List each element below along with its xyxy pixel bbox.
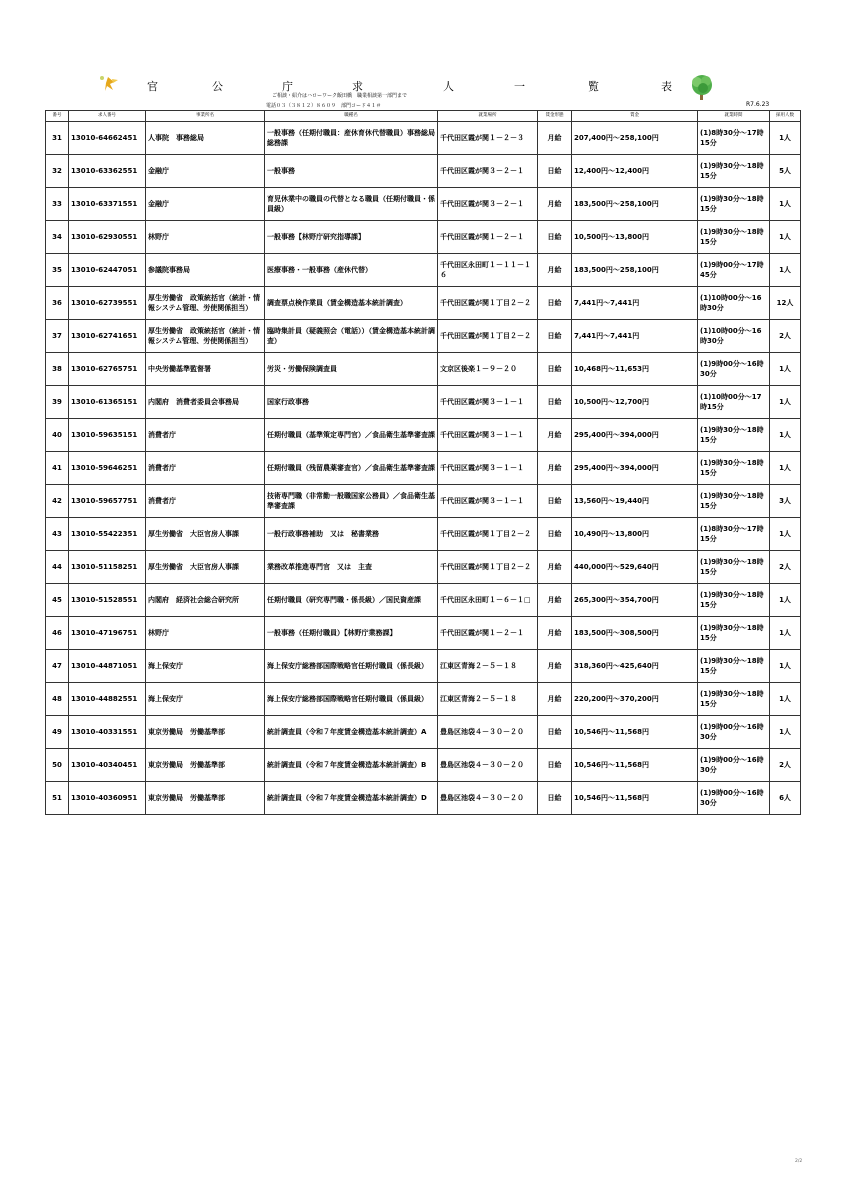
hire-count-cell: 5人: [770, 155, 801, 188]
title-char: 人: [443, 80, 454, 93]
job-id-cell: 13010-40360951: [69, 782, 146, 815]
table-body: [46, 122, 801, 815]
wage-type-cell: 月給: [538, 419, 572, 452]
work-location-cell: 千代田区霞が関１丁目２－２: [438, 518, 538, 551]
table-row: [46, 782, 801, 815]
job-id-cell: 13010-64662451: [69, 122, 146, 155]
tree-logo-icon: [687, 72, 717, 102]
work-location-cell: 千代田区霞が関３－２－１: [438, 155, 538, 188]
page-title: [0, 78, 848, 94]
work-location-cell: 千代田区霞が関３－２－１: [438, 188, 538, 221]
work-hours-cell: (1)9時30分～18時15分: [698, 452, 770, 485]
table-row: [46, 353, 801, 386]
work-hours-cell: (1)10時00分～17時15分: [698, 386, 770, 419]
work-hours-cell: (1)9時30分～18時15分: [698, 188, 770, 221]
office-name-cell: 参議院事務局: [146, 254, 265, 287]
work-hours-cell: (1)9時30分～18時15分: [698, 551, 770, 584]
wage-type-cell: 月給: [538, 551, 572, 584]
wage-cell: 295,400円～394,000円: [572, 452, 698, 485]
job-title-cell: 統計調査員（令和７年度賃金構造基本統計調査）A: [265, 716, 438, 749]
hire-count-cell: 2人: [770, 551, 801, 584]
table-row: [46, 188, 801, 221]
job-id-cell: 13010-62765751: [69, 353, 146, 386]
title-char: 一: [514, 80, 525, 93]
work-hours-cell: (1)9時00分～16時30分: [698, 716, 770, 749]
hire-count-cell: 3人: [770, 485, 801, 518]
job-id-cell: 13010-62739551: [69, 287, 146, 320]
job-id-cell: 13010-59657751: [69, 485, 146, 518]
row-number-cell: 32: [46, 155, 69, 188]
hire-count-cell: 12人: [770, 287, 801, 320]
title-char: 求: [352, 80, 363, 93]
column-header: 就業時間: [698, 111, 770, 122]
title-char: 表: [661, 80, 672, 93]
work-location-cell: 千代田区霞が関１丁目２－２: [438, 551, 538, 584]
column-header: 就業場所: [438, 111, 538, 122]
wage-cell: 10,500円～12,700円: [572, 386, 698, 419]
table-row: [46, 452, 801, 485]
work-location-cell: 千代田区霞が関３－１－１: [438, 485, 538, 518]
hire-count-cell: 1人: [770, 617, 801, 650]
wage-type-cell: 日給: [538, 155, 572, 188]
work-location-cell: 千代田区霞が関１丁目２－２: [438, 320, 538, 353]
job-title-cell: 医療事務・一般事務（産休代替）: [265, 254, 438, 287]
job-title-cell: 技術専門職（非常勤一般職国家公務員）／食品衛生基準審査課: [265, 485, 438, 518]
wage-type-cell: 日給: [538, 287, 572, 320]
table-row: [46, 386, 801, 419]
hire-count-cell: 1人: [770, 419, 801, 452]
work-location-cell: 文京区後楽１－９－２０: [438, 353, 538, 386]
work-hours-cell: (1)9時00分～16時30分: [698, 749, 770, 782]
wage-cell: 207,400円～258,100円: [572, 122, 698, 155]
column-header: 賃金形態: [538, 111, 572, 122]
column-header: 事業所名: [146, 111, 265, 122]
table-row: [46, 485, 801, 518]
wage-cell: 10,468円～11,653円: [572, 353, 698, 386]
job-title-cell: 一般行政事務補助 又は 秘書業務: [265, 518, 438, 551]
wage-cell: 10,490円～13,800円: [572, 518, 698, 551]
work-hours-cell: (1)9時30分～18時15分: [698, 221, 770, 254]
job-title-cell: 一般事務【林野庁研究指導課】: [265, 221, 438, 254]
wage-cell: 7,441円～7,441円: [572, 287, 698, 320]
job-id-cell: 13010-44871051: [69, 650, 146, 683]
row-number-cell: 38: [46, 353, 69, 386]
work-hours-cell: (1)9時00分～17時45分: [698, 254, 770, 287]
wage-cell: 440,000円～529,640円: [572, 551, 698, 584]
document-date: R7.6.23: [746, 101, 770, 108]
title-char: 公: [212, 80, 223, 93]
work-location-cell: 千代田区霞が関１－２－１: [438, 221, 538, 254]
title-char: 官: [147, 80, 158, 93]
work-location-cell: 千代田区霞が関１－２－１: [438, 617, 538, 650]
job-id-cell: 13010-55422351: [69, 518, 146, 551]
office-name-cell: 林野庁: [146, 221, 265, 254]
job-id-cell: 13010-62741651: [69, 320, 146, 353]
work-hours-cell: (1)9時00分～16時30分: [698, 782, 770, 815]
job-title-cell: 調査票点検作業員（賃金構造基本統計調査）: [265, 287, 438, 320]
work-hours-cell: (1)10時00分～16時30分: [698, 287, 770, 320]
phone-note: 電話０３（３８１２）８６０９ 部門コード４１＃: [266, 103, 382, 109]
work-location-cell: 千代田区霞が関１－２－３: [438, 122, 538, 155]
office-name-cell: 消費者庁: [146, 485, 265, 518]
work-hours-cell: (1)9時00分～16時30分: [698, 353, 770, 386]
wage-cell: 10,500円～13,800円: [572, 221, 698, 254]
row-number-cell: 45: [46, 584, 69, 617]
job-listing-table: [45, 110, 801, 815]
wage-type-cell: 月給: [538, 650, 572, 683]
job-title-cell: 労災・労働保険調査員: [265, 353, 438, 386]
wage-cell: 183,500円～258,100円: [572, 188, 698, 221]
row-number-cell: 40: [46, 419, 69, 452]
wage-cell: 318,360円～425,640円: [572, 650, 698, 683]
table-row: [46, 650, 801, 683]
work-hours-cell: (1)10時00分～16時30分: [698, 320, 770, 353]
row-number-cell: 44: [46, 551, 69, 584]
job-id-cell: 13010-62930551: [69, 221, 146, 254]
wage-type-cell: 日給: [538, 485, 572, 518]
wage-type-cell: 月給: [538, 122, 572, 155]
wage-type-cell: 月給: [538, 188, 572, 221]
job-id-cell: 13010-62447051: [69, 254, 146, 287]
hire-count-cell: 1人: [770, 650, 801, 683]
work-location-cell: 豊島区池袋４－３０－２０: [438, 749, 538, 782]
table-row: [46, 716, 801, 749]
office-name-cell: 厚生労働省 政策統括官（統計・情報システム管理、労使関係担当）: [146, 287, 265, 320]
work-hours-cell: (1)9時30分～18時15分: [698, 419, 770, 452]
title-char: 庁: [282, 80, 293, 93]
row-number-cell: 41: [46, 452, 69, 485]
job-title-cell: 海上保安庁総務部国際戦略官任期付職員（係員級）: [265, 683, 438, 716]
hire-count-cell: 1人: [770, 254, 801, 287]
work-location-cell: 千代田区霞が関３－１－１: [438, 452, 538, 485]
wage-type-cell: 月給: [538, 584, 572, 617]
job-id-cell: 13010-44882551: [69, 683, 146, 716]
table-row: [46, 518, 801, 551]
hire-count-cell: 1人: [770, 353, 801, 386]
office-name-cell: 東京労働局 労働基準部: [146, 749, 265, 782]
wage-cell: 265,300円～354,700円: [572, 584, 698, 617]
table-header-row: [46, 111, 801, 122]
table-row: [46, 221, 801, 254]
work-location-cell: 江東区青海２－５－１８: [438, 650, 538, 683]
row-number-cell: 48: [46, 683, 69, 716]
office-name-cell: 林野庁: [146, 617, 265, 650]
table-row: [46, 287, 801, 320]
office-name-cell: 海上保安庁: [146, 683, 265, 716]
hire-count-cell: 1人: [770, 452, 801, 485]
job-title-cell: 育児休業中の職員の代替となる職員（任期付職員・係員級）: [265, 188, 438, 221]
wage-type-cell: 月給: [538, 452, 572, 485]
job-id-cell: 13010-63362551: [69, 155, 146, 188]
row-number-cell: 33: [46, 188, 69, 221]
wage-cell: 12,400円～12,400円: [572, 155, 698, 188]
table-row: [46, 683, 801, 716]
office-name-cell: 内閣府 経済社会総合研究所: [146, 584, 265, 617]
office-name-cell: 東京労働局 労働基準部: [146, 782, 265, 815]
work-location-cell: 千代田区霞が関３－１－１: [438, 386, 538, 419]
hire-count-cell: 1人: [770, 683, 801, 716]
hire-count-cell: 1人: [770, 716, 801, 749]
column-header: 番号: [46, 111, 69, 122]
work-hours-cell: (1)8時30分～17時15分: [698, 518, 770, 551]
table-row: [46, 122, 801, 155]
job-id-cell: 13010-63371551: [69, 188, 146, 221]
wage-type-cell: 月給: [538, 617, 572, 650]
work-hours-cell: (1)9時30分～18時15分: [698, 683, 770, 716]
column-header: 職種名: [265, 111, 438, 122]
office-name-cell: 人事院 事務総局: [146, 122, 265, 155]
row-number-cell: 50: [46, 749, 69, 782]
office-name-cell: 東京労働局 労働基準部: [146, 716, 265, 749]
wage-cell: 295,400円～394,000円: [572, 419, 698, 452]
job-id-cell: 13010-51158251: [69, 551, 146, 584]
work-hours-cell: (1)9時30分～18時15分: [698, 650, 770, 683]
table-row: [46, 617, 801, 650]
work-location-cell: 千代田区霞が関３－１－１: [438, 419, 538, 452]
wage-cell: 183,500円～308,500円: [572, 617, 698, 650]
column-header: 採用人数: [770, 111, 801, 122]
wage-type-cell: 日給: [538, 221, 572, 254]
job-title-cell: 一般事務（任期付職員）【林野庁業務課】: [265, 617, 438, 650]
wage-type-cell: 日給: [538, 386, 572, 419]
job-id-cell: 13010-51528551: [69, 584, 146, 617]
job-title-cell: 任期付職員（残留農薬審査官）／食品衛生基準審査課: [265, 452, 438, 485]
column-header: 賃金: [572, 111, 698, 122]
work-hours-cell: (1)9時30分～18時15分: [698, 485, 770, 518]
row-number-cell: 35: [46, 254, 69, 287]
office-name-cell: 海上保安庁: [146, 650, 265, 683]
job-title-cell: 一般事務: [265, 155, 438, 188]
wage-type-cell: 日給: [538, 518, 572, 551]
column-header: 求人番号: [69, 111, 146, 122]
wage-cell: 7,441円～7,441円: [572, 320, 698, 353]
hire-count-cell: 2人: [770, 320, 801, 353]
table-row: [46, 584, 801, 617]
table-row: [46, 155, 801, 188]
job-title-cell: 国家行政事務: [265, 386, 438, 419]
job-id-cell: 13010-47196751: [69, 617, 146, 650]
job-title-cell: 業務改革推進専門官 又は 主査: [265, 551, 438, 584]
job-id-cell: 13010-61365151: [69, 386, 146, 419]
work-location-cell: 江東区青海２－５－１８: [438, 683, 538, 716]
row-number-cell: 42: [46, 485, 69, 518]
table-row: [46, 749, 801, 782]
office-name-cell: 厚生労働省 大臣官房人事課: [146, 518, 265, 551]
office-name-cell: 消費者庁: [146, 452, 265, 485]
wage-cell: 220,200円～370,200円: [572, 683, 698, 716]
job-title-cell: 任期付職員（基準策定専門官）／食品衛生基準審査課: [265, 419, 438, 452]
row-number-cell: 36: [46, 287, 69, 320]
title-char: 覧: [588, 80, 599, 93]
job-title-cell: 一般事務（任期付職員：産休育休代替職員）事務総局総務課: [265, 122, 438, 155]
row-number-cell: 51: [46, 782, 69, 815]
row-number-cell: 37: [46, 320, 69, 353]
wage-type-cell: 日給: [538, 320, 572, 353]
wage-cell: 10,546円～11,568円: [572, 749, 698, 782]
work-location-cell: 千代田区霞が関１丁目２－２: [438, 287, 538, 320]
job-title-cell: 統計調査員（令和７年度賃金構造基本統計調査）B: [265, 749, 438, 782]
row-number-cell: 49: [46, 716, 69, 749]
wage-type-cell: 月給: [538, 683, 572, 716]
job-id-cell: 13010-59635151: [69, 419, 146, 452]
hire-count-cell: 2人: [770, 749, 801, 782]
wage-cell: 183,500円～258,100円: [572, 254, 698, 287]
office-name-cell: 中央労働基準監督署: [146, 353, 265, 386]
wage-type-cell: 日給: [538, 353, 572, 386]
table-row: [46, 551, 801, 584]
table-row: [46, 419, 801, 452]
office-name-cell: 消費者庁: [146, 419, 265, 452]
row-number-cell: 39: [46, 386, 69, 419]
hire-count-cell: 1人: [770, 122, 801, 155]
hire-count-cell: 1人: [770, 188, 801, 221]
job-title-cell: 臨時集計員（疑義照会（電話））（賃金構造基本統計調査）: [265, 320, 438, 353]
row-number-cell: 31: [46, 122, 69, 155]
job-title-cell: 海上保安庁総務部国際戦略官任期付職員（係長級）: [265, 650, 438, 683]
wage-cell: 10,546円～11,568円: [572, 716, 698, 749]
work-hours-cell: (1)9時30分～18時15分: [698, 617, 770, 650]
office-name-cell: 厚生労働省 政策統括官（統計・情報システム管理、労使関係担当）: [146, 320, 265, 353]
row-number-cell: 46: [46, 617, 69, 650]
job-title-cell: 統計調査員（令和７年度賃金構造基本統計調査）D: [265, 782, 438, 815]
row-number-cell: 47: [46, 650, 69, 683]
work-location-cell: 千代田区永田町１－６－１□: [438, 584, 538, 617]
wage-type-cell: 月給: [538, 254, 572, 287]
work-location-cell: 千代田区永田町１－１１－１６: [438, 254, 538, 287]
work-hours-cell: (1)9時30分～18時15分: [698, 584, 770, 617]
contact-note: ご相談・紹介はハローワーク飯田橋 職業相談第一部門まで: [272, 93, 408, 99]
job-id-cell: 13010-40331551: [69, 716, 146, 749]
wage-cell: 10,546円～11,568円: [572, 782, 698, 815]
office-name-cell: 金融庁: [146, 155, 265, 188]
work-hours-cell: (1)9時30分～18時15分: [698, 155, 770, 188]
hire-count-cell: 1人: [770, 584, 801, 617]
row-number-cell: 43: [46, 518, 69, 551]
hire-count-cell: 6人: [770, 782, 801, 815]
office-name-cell: 金融庁: [146, 188, 265, 221]
row-number-cell: 34: [46, 221, 69, 254]
work-location-cell: 豊島区池袋４－３０－２０: [438, 716, 538, 749]
work-hours-cell: (1)8時30分～17時15分: [698, 122, 770, 155]
wage-type-cell: 日給: [538, 716, 572, 749]
table-row: [46, 254, 801, 287]
hire-count-cell: 1人: [770, 518, 801, 551]
hire-count-cell: 1人: [770, 221, 801, 254]
job-title-cell: 任期付職員（研究専門職・係長級）／国民資産課: [265, 584, 438, 617]
hire-count-cell: 1人: [770, 386, 801, 419]
wage-type-cell: 日給: [538, 749, 572, 782]
job-id-cell: 13010-40340451: [69, 749, 146, 782]
page-number: 2/2: [795, 1159, 803, 1164]
wage-cell: 13,560円～19,440円: [572, 485, 698, 518]
table-row: [46, 320, 801, 353]
work-location-cell: 豊島区池袋４－３０－２０: [438, 782, 538, 815]
job-id-cell: 13010-59646251: [69, 452, 146, 485]
office-name-cell: 厚生労働省 大臣官房人事課: [146, 551, 265, 584]
wage-type-cell: 日給: [538, 782, 572, 815]
office-name-cell: 内閣府 消費者委員会事務局: [146, 386, 265, 419]
